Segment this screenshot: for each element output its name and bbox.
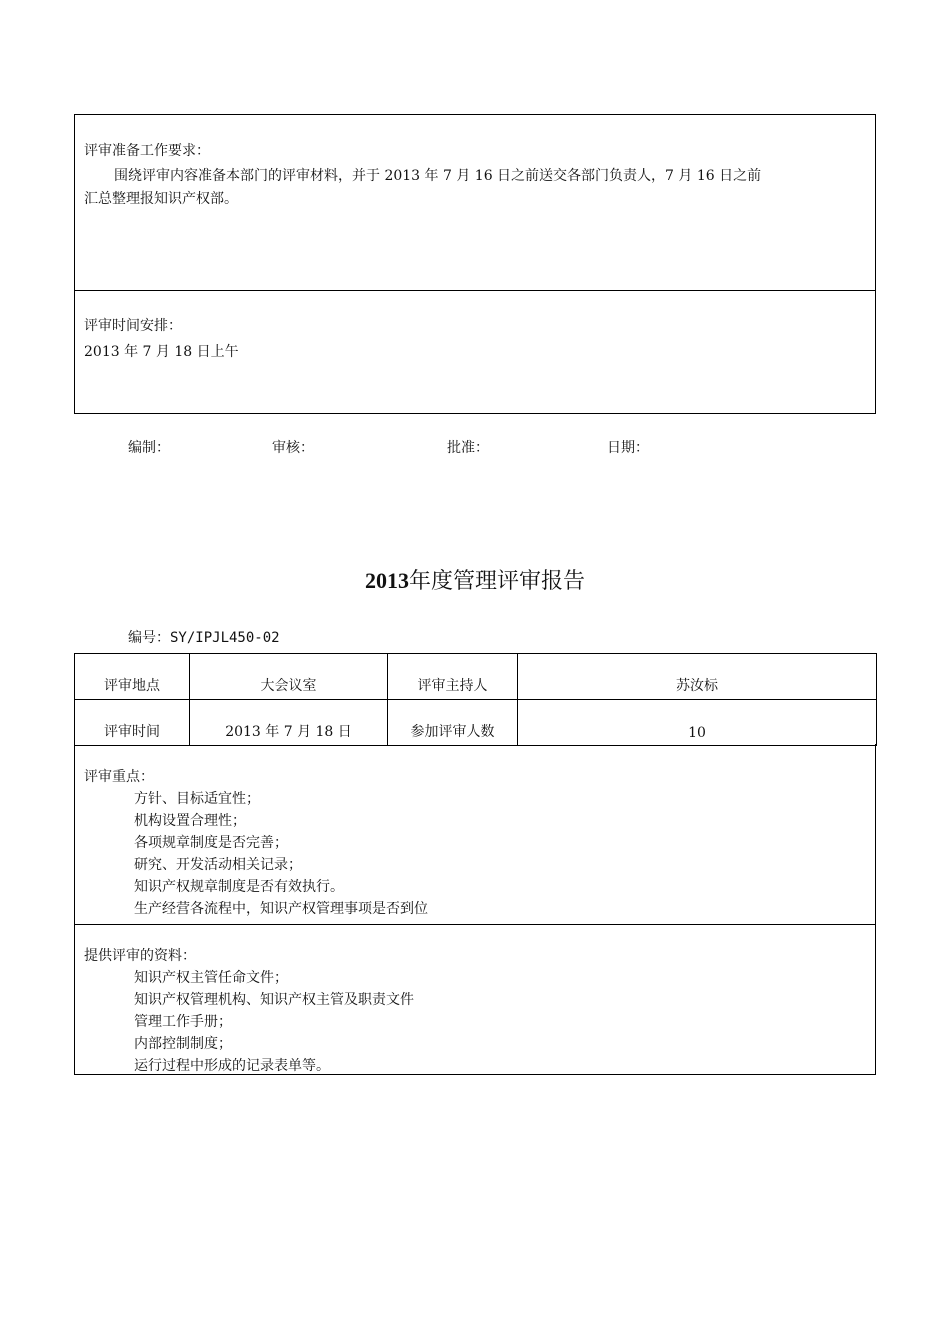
list-item: 运行过程中形成的记录表单等。 — [134, 1058, 330, 1074]
signature-compiled: 编制： — [128, 440, 170, 456]
list-item: 知识产权管理机构、知识产权主管及职责文件 — [134, 992, 414, 1008]
prep-requirements-label: 评审准备工作要求： — [84, 143, 210, 159]
list-item: 知识产权规章制度是否有效执行。 — [134, 879, 344, 895]
review-materials-label: 提供评审的资料： — [84, 948, 196, 964]
list-item: 内部控制制度； — [134, 1036, 232, 1052]
report-code-value: SY/IPJL450-02 — [170, 630, 280, 646]
place-label: 评审地点 — [75, 654, 190, 700]
table-row — [75, 654, 877, 700]
list-item: 知识产权主管任命文件； — [134, 970, 288, 986]
signature-approved: 批准： — [447, 440, 489, 456]
report-title-year: 2013 — [364, 568, 409, 593]
prep-requirements-line1: 围绕评审内容准备本部门的评审材料，并于 2013 年 7 月 16 日之前送交各部门负责人，7 月 16 日之前 — [114, 168, 762, 184]
time-label: 评审时间 — [75, 700, 190, 746]
schedule-label: 评审时间安排： — [84, 318, 182, 334]
report-info-table — [74, 653, 877, 746]
report-code — [128, 629, 280, 647]
list-item: 方针、目标适宜性； — [134, 791, 260, 807]
signature-reviewed: 审核： — [272, 440, 314, 456]
prep-requirements-cell — [74, 114, 876, 291]
prep-requirements-line2: 汇总整理报知识产权部。 — [84, 191, 238, 207]
host-value: 苏汝标 — [518, 654, 877, 700]
report-code-label: 编号： — [128, 630, 170, 646]
report-title — [0, 567, 950, 596]
report-title-text: 年度管理评审报告 — [408, 569, 585, 594]
schedule-cell — [74, 290, 876, 414]
time-value: 2013 年 7 月 18 日 — [190, 700, 388, 746]
review-focus-label: 评审重点： — [84, 769, 154, 785]
list-item: 机构设置合理性； — [134, 813, 246, 829]
list-item: 各项规章制度是否完善； — [134, 835, 288, 851]
review-focus-section — [74, 744, 876, 925]
review-materials-section — [74, 924, 876, 1075]
host-label: 评审主持人 — [388, 654, 518, 700]
list-item: 研究、开发活动相关记录； — [134, 857, 302, 873]
place-value: 大会议室 — [190, 654, 388, 700]
participant-count-value: 10 — [518, 700, 877, 746]
signature-date: 日期： — [607, 440, 649, 456]
table-row — [75, 700, 877, 746]
participant-count-label: 参加评审人数 — [388, 700, 518, 746]
list-item: 管理工作手册； — [134, 1014, 232, 1030]
list-item: 生产经营各流程中，知识产权管理事项是否到位 — [134, 901, 428, 917]
schedule-value: 2013 年 7 月 18 日上午 — [84, 344, 239, 360]
